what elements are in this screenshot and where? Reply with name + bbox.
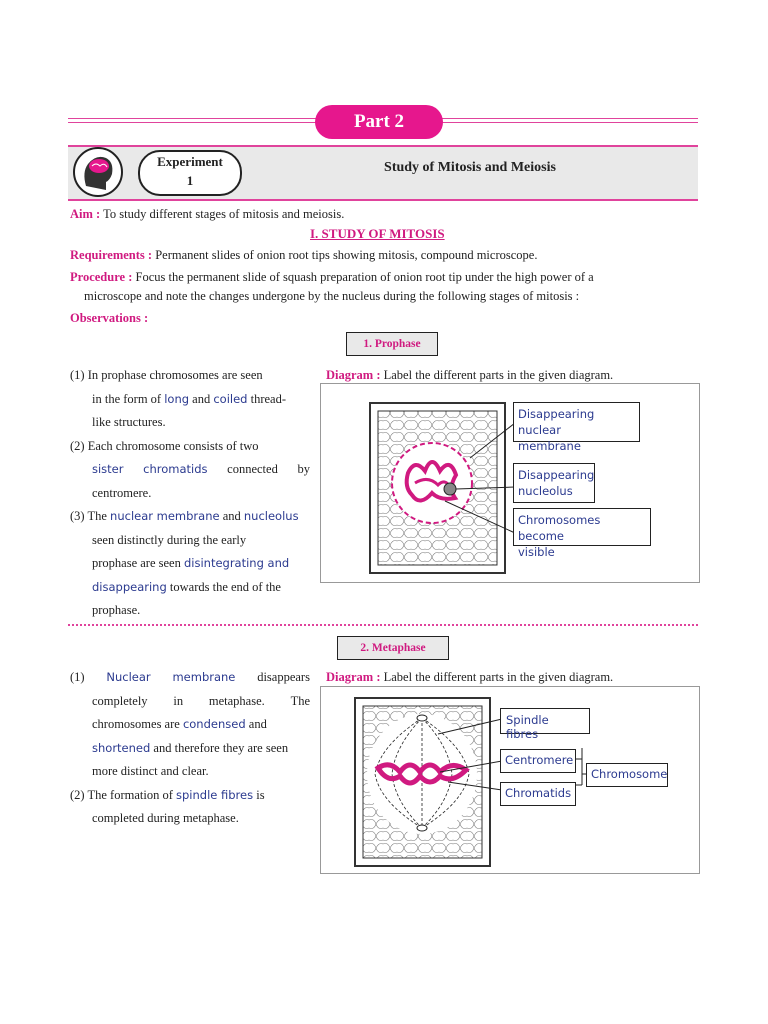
list-item: (2) The formation of spindle fibres is bbox=[70, 787, 265, 802]
list-item: prophase. bbox=[92, 603, 141, 617]
list-item: prophase are seen disintegrating and bbox=[92, 556, 290, 570]
label-box: Disappearing nuclear membrane bbox=[513, 402, 640, 442]
metaphase-text bbox=[70, 666, 310, 831]
procedure-text-2: microscope and note the changes undergone by the nucleus during the following stages of mitosis : bbox=[84, 289, 580, 303]
prophase-tag: 1. Prophase bbox=[346, 332, 438, 356]
list-item: sister chromatids connected by bbox=[92, 462, 310, 476]
procedure-text-1: Focus the permanent slide of squash preparation of onion root tip under the high power of a bbox=[135, 270, 594, 284]
experiment-number: 1 bbox=[186, 173, 194, 188]
list-item: chromosomes are condensed and bbox=[92, 717, 267, 731]
aim-line bbox=[70, 205, 344, 223]
observations-label: Observations : bbox=[70, 311, 149, 325]
label-box: Chromosome bbox=[586, 763, 668, 787]
list-item: centromere. bbox=[92, 485, 152, 500]
brain-head-icon bbox=[72, 146, 124, 198]
prophase-text bbox=[70, 364, 310, 623]
aim-text: To study different stages of mitosis and meiosis. bbox=[103, 207, 345, 221]
label-box: Centromere bbox=[500, 749, 576, 773]
list-item: completely in metaphase. The bbox=[92, 693, 310, 708]
requirements-line bbox=[70, 246, 537, 264]
list-item: seen distinctly during the early bbox=[92, 532, 247, 547]
section-divider bbox=[68, 624, 698, 626]
part-badge: Part 2 bbox=[315, 105, 443, 139]
metaphase-tag: 2. Metaphase bbox=[337, 636, 449, 660]
list-item: (2) Each chromosome consists of two bbox=[70, 438, 259, 453]
label-box: Spindle fibres bbox=[500, 708, 590, 734]
procedure-line bbox=[70, 268, 700, 286]
list-item: (3) The nuclear membrane and nucleolus bbox=[70, 509, 299, 523]
list-item: shortened and therefore they are seen bbox=[92, 740, 289, 755]
list-item: (1) Nuclear membrane disappears bbox=[70, 670, 310, 684]
list-item: in the form of long and coiled thread- bbox=[92, 391, 287, 406]
label-box: Chromosomes become visible bbox=[513, 508, 651, 546]
requirements-text: Permanent slides of onion root tips showing mitosis, compound microscope. bbox=[155, 248, 538, 262]
experiment-title: Study of Mitosis and Meiosis bbox=[384, 160, 556, 175]
list-item: (1) In prophase chromosomes are seen bbox=[70, 368, 263, 382]
label-box: Disappearing nucleolus bbox=[513, 463, 595, 503]
section-title: I. STUDY OF MITOSIS bbox=[310, 226, 445, 241]
metaphase-diagram-caption: Diagram : Label the different parts in the given diagram. bbox=[326, 670, 614, 684]
list-item: more distinct and clear. bbox=[92, 764, 209, 778]
prophase-diagram-caption: Diagram : Label the different parts in the given diagram. bbox=[326, 368, 614, 382]
experiment-badge bbox=[138, 150, 242, 196]
list-item: completed during metaphase. bbox=[92, 811, 239, 825]
list-item: like structures. bbox=[92, 415, 166, 429]
list-item: disappearing towards the end of the bbox=[92, 579, 281, 594]
aim-label: Aim : bbox=[70, 207, 101, 221]
requirements-label: Requirements : bbox=[70, 248, 153, 262]
procedure-label: Procedure : bbox=[70, 270, 133, 284]
label-box: Chromatids bbox=[500, 782, 576, 806]
experiment-label: Experiment bbox=[157, 154, 223, 169]
